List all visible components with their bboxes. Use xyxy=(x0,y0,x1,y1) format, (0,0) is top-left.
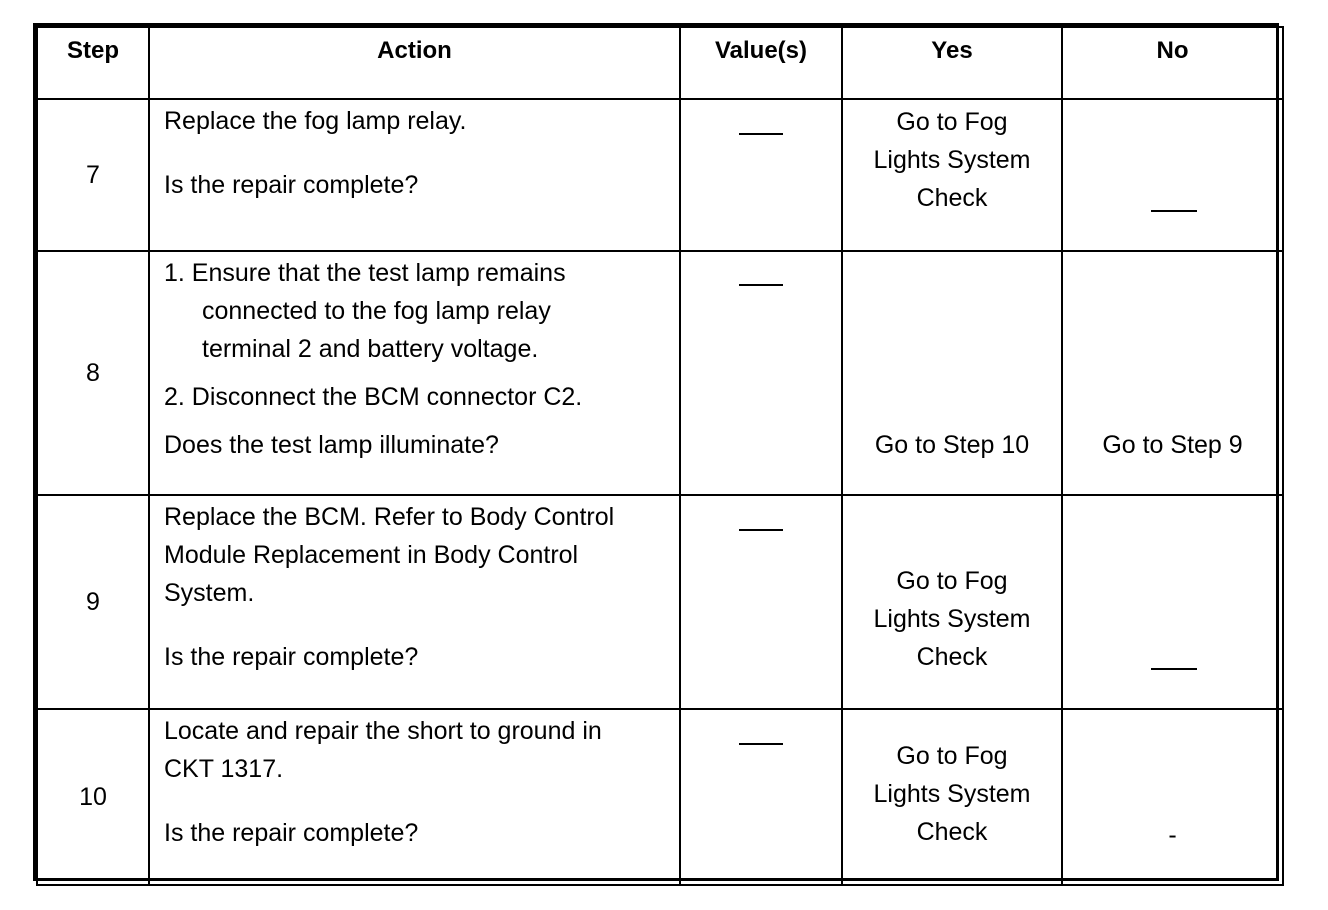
blank-no-line xyxy=(1151,668,1197,670)
action-question: Does the test lamp illuminate? xyxy=(164,431,499,459)
yes-cell xyxy=(842,99,1062,251)
yes-cell xyxy=(842,251,1062,495)
action-text: Module Replacement in Body Control xyxy=(164,541,579,569)
header-values: Value(s) xyxy=(680,27,842,99)
step-number: 8 xyxy=(37,251,149,495)
action-cell xyxy=(149,99,680,251)
blank-value-line xyxy=(739,529,783,531)
no-cell xyxy=(1062,709,1283,885)
table-row xyxy=(37,709,1283,885)
header-no: No xyxy=(1062,27,1283,99)
no-cell xyxy=(1062,99,1283,251)
yes-text-line: Go to Fog xyxy=(896,742,1008,770)
action-cell xyxy=(149,709,680,885)
yes-cell xyxy=(842,709,1062,885)
value-cell xyxy=(680,495,842,709)
action-text: Replace the fog lamp relay. xyxy=(164,107,467,135)
value-cell xyxy=(680,99,842,251)
action-question: Is the repair complete? xyxy=(164,643,419,671)
action-text: CKT 1317. xyxy=(164,755,284,783)
action-item-2: 2. Disconnect the BCM connector C2. xyxy=(164,383,583,411)
step-number: 9 xyxy=(37,495,149,709)
action-cell xyxy=(149,251,680,495)
blank-no-line xyxy=(1151,210,1197,212)
action-text: System. xyxy=(164,579,255,607)
table-row xyxy=(37,99,1283,251)
no-text: - xyxy=(1168,821,1177,849)
step-number: 7 xyxy=(37,99,149,251)
yes-text-line: Check xyxy=(916,184,988,212)
header-action: Action xyxy=(149,27,680,99)
header-yes: Yes xyxy=(842,27,1062,99)
yes-text-line: Lights System xyxy=(873,780,1031,808)
table-row xyxy=(37,251,1283,495)
yes-text-line: Lights System xyxy=(873,605,1031,633)
step-number: 10 xyxy=(37,709,149,885)
no-text: Go to Step 9 xyxy=(1102,431,1243,459)
diagnostic-table-container xyxy=(33,23,1279,881)
action-item-1: 1. Ensure that the test lamp remains xyxy=(164,259,566,287)
diagnostic-table xyxy=(36,26,1284,886)
blank-value-line xyxy=(739,743,783,745)
yes-text-line: Go to Fog xyxy=(896,567,1008,595)
yes-text-line: Lights System xyxy=(873,146,1031,174)
action-text: Locate and repair the short to ground in xyxy=(164,717,602,745)
table-header-row xyxy=(37,27,1283,99)
action-cell xyxy=(149,495,680,709)
yes-text-line: Check xyxy=(916,818,988,846)
table-row xyxy=(37,495,1283,709)
action-item-1-cont: connected to the fog lamp relay xyxy=(202,297,551,325)
no-cell xyxy=(1062,251,1283,495)
yes-text: Go to Step 10 xyxy=(874,431,1030,459)
value-cell xyxy=(680,709,842,885)
yes-cell xyxy=(842,495,1062,709)
yes-text-line: Go to Fog xyxy=(896,108,1008,136)
action-question: Is the repair complete? xyxy=(164,171,419,199)
value-cell xyxy=(680,251,842,495)
blank-value-line xyxy=(739,133,783,135)
header-step: Step xyxy=(37,27,149,99)
action-question: Is the repair complete? xyxy=(164,819,419,847)
action-text: Replace the BCM. Refer to Body Control xyxy=(164,503,615,531)
yes-text-line: Check xyxy=(916,643,988,671)
no-cell xyxy=(1062,495,1283,709)
action-item-1-cont: terminal 2 and battery voltage. xyxy=(202,335,539,363)
blank-value-line xyxy=(739,284,783,286)
